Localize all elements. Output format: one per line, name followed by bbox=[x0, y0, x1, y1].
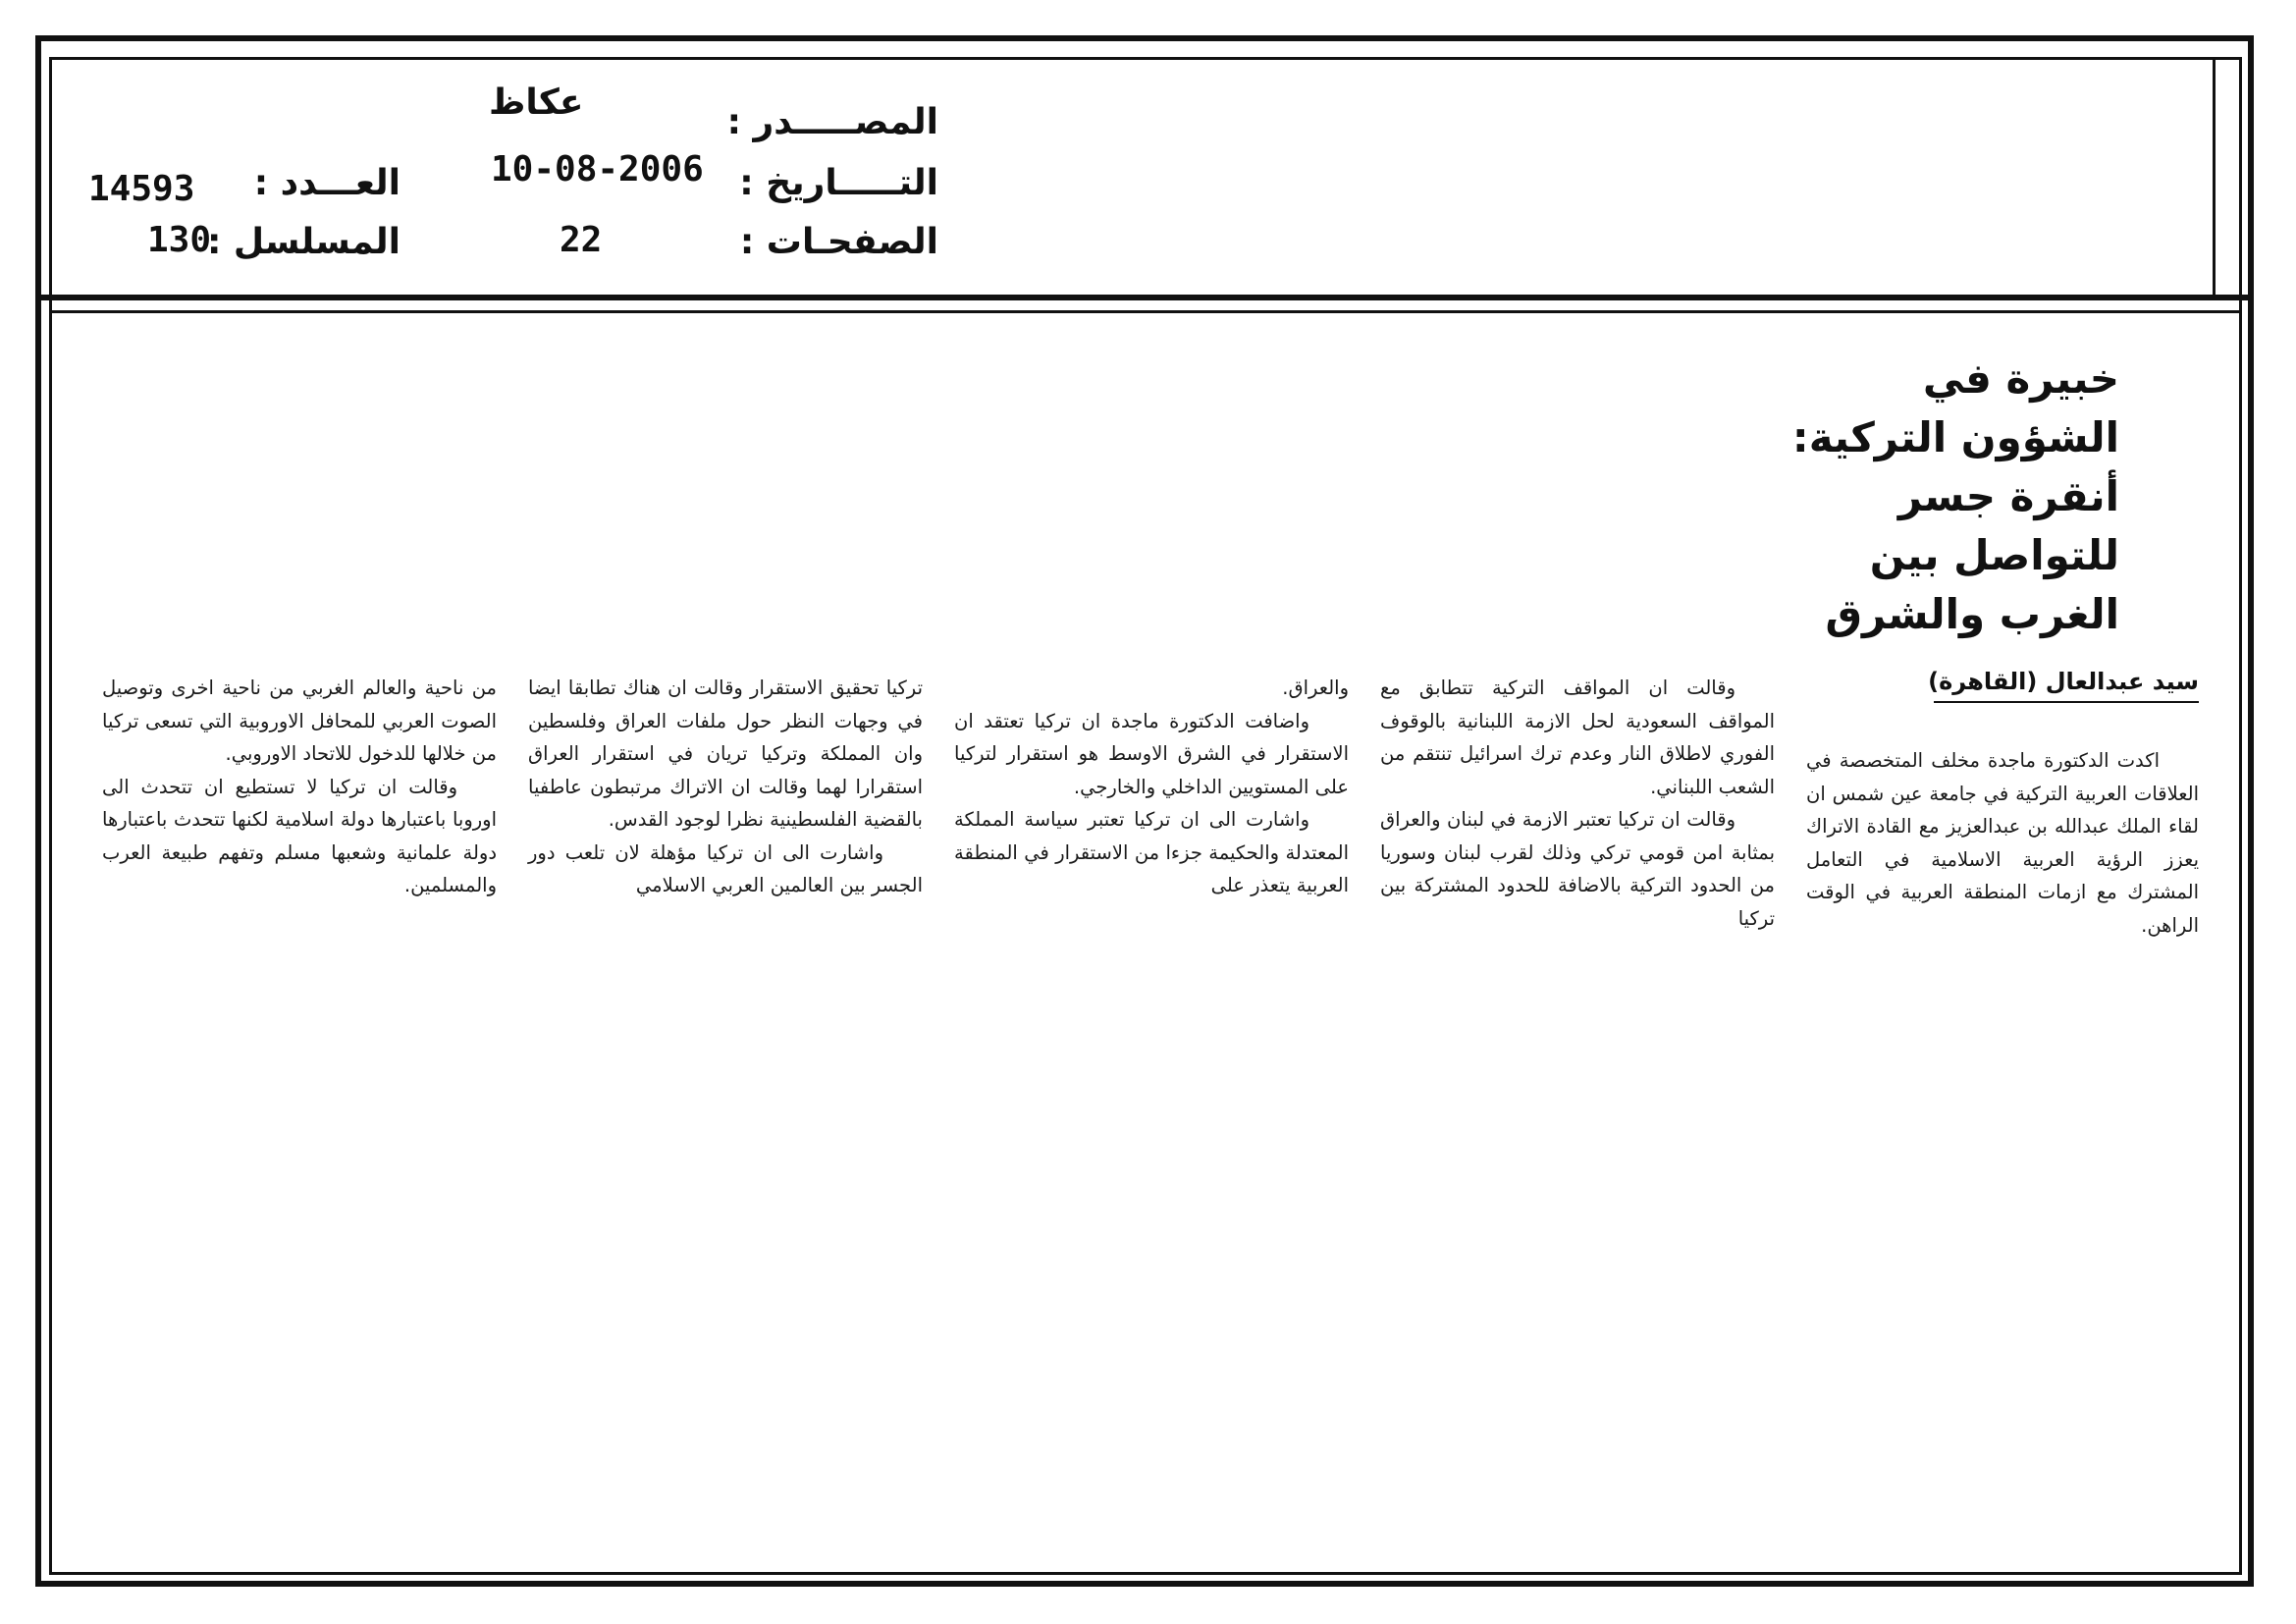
pages-label: الصفحـات : bbox=[739, 222, 938, 262]
article-paragraph: واضافت الدكتورة ماجدة ان تركيا تعتقد ان الاستقرار في الشرق الاوسط هو استقرار لتركيا على المستويين الداخلي والخارجي. bbox=[954, 709, 1349, 798]
date-label: التـــــاريخ : bbox=[739, 163, 938, 203]
article-column-3 bbox=[954, 672, 1349, 902]
serial-label: المسلسل : bbox=[206, 222, 400, 262]
issue-value: 14593 bbox=[88, 169, 195, 209]
article-headline bbox=[1766, 350, 2119, 644]
article-paragraph: اكدت الدكتورة ماجدة مخلف المتخصصة في العلاقات العربية التركية في جامعة عين شمس ان لقاء الملك عبدالله بن عبدالعزيز مع القادة الاتراك يعزز الرؤية العربية الاسلامية في التعامل المشترك مع ازمات المنطقة العربية في الوقت الراهن. bbox=[1806, 749, 2199, 937]
serial-value: 130 bbox=[147, 220, 212, 260]
article-paragraph: واشارت الى ان تركيا تعتبر سياسة المملكة المعتدلة والحكيمة جزءا من الاستقرار في المنطقة العربية يتعذر على bbox=[954, 808, 1349, 896]
headline-line: خبيرة في bbox=[1922, 354, 2119, 403]
article-paragraph: من ناحية والعالم الغربي من ناحية اخرى وتوصيل الصوت العربي للمحافل الاوروبية التي تسعى تركيا من خلالها للدخول للاتحاد الاوروبي. bbox=[102, 677, 497, 765]
article-column-5 bbox=[102, 672, 497, 902]
article-column-4 bbox=[528, 672, 923, 902]
headline-line: للتواصل بين bbox=[1869, 531, 2119, 579]
source-label: المصـــــدر : bbox=[726, 102, 938, 142]
issue-label: العـــدد : bbox=[253, 163, 400, 203]
article-column-1 bbox=[1806, 744, 2199, 942]
article-paragraph: وقالت ان تركيا تعتبر الازمة في لبنان والعراق بمثابة امن قومي تركي وذلك لقرب لبنان وسوريا من الحدود التركية بالاضافة للحدود المشتركة بين تركيا bbox=[1380, 808, 1775, 930]
header-right-rule bbox=[2213, 57, 2216, 297]
date-value: 10-08-2006 bbox=[491, 149, 704, 189]
headline-line: الغرب والشرق bbox=[1825, 590, 2119, 638]
article-paragraph: واشارت الى ان تركيا مؤهلة لان تلعب دور الجسر بين العالمين العربي الاسلامي bbox=[528, 840, 923, 896]
article-column-2 bbox=[1380, 672, 1775, 935]
header-divider-secondary bbox=[49, 310, 2242, 313]
headline-line: الشؤون التركية: bbox=[1791, 413, 2119, 461]
article-paragraph: والعراق. bbox=[1282, 677, 1349, 699]
article-byline: سيد عبدالعال (القاهرة) bbox=[1934, 668, 2199, 703]
article-paragraph: تركيا تحقيق الاستقرار وقالت ان هناك تطابقا ايضا في وجهات النظر حول ملفات العراق وفلسطين وان المملكة وتركيا تريان في استقرار العراق استقرارا لهما وقالت ان الاتراك مرتبطون عاطفيا بالقضية الفلسطينية نظرا لوجود القدس. bbox=[528, 677, 923, 831]
headline-line: أنقرة جسر bbox=[1897, 472, 2119, 520]
source-value: عكاظ bbox=[489, 82, 584, 123]
article-paragraph: وقالت ان المواقف التركية تتطابق مع المواقف السعودية لحل الازمة اللبنانية بالوقوف الفوري لاطلاق النار وعدم ترك اسرائيل تنتقم من الشعب اللبناني. bbox=[1380, 677, 1775, 798]
article-paragraph: وقالت ان تركيا لا تستطيع ان تتحدث الى اوروبا باعتبارها دولة اسلامية لكنها تتحدث باعتبارها دولة علمانية وشعبها مسلم وتفهم طبيعة العرب والمسلمين. bbox=[102, 775, 497, 896]
header-divider bbox=[39, 295, 2254, 300]
pages-value: 22 bbox=[560, 220, 603, 260]
